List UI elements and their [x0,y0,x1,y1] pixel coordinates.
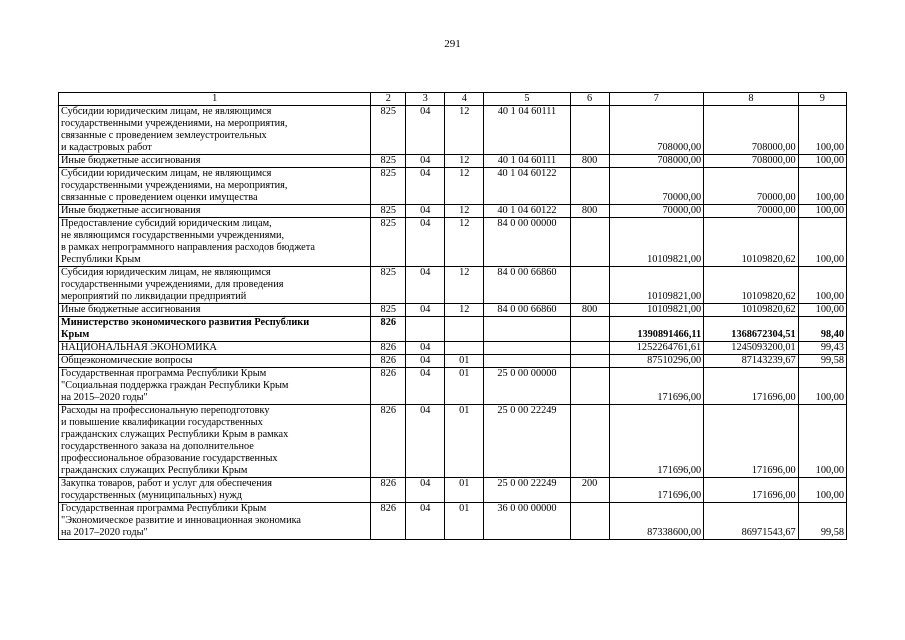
expense-type-cell [570,405,609,478]
admin-code-cell: 826 [371,342,406,355]
executed-amount-cell: 171696,00 [704,405,799,478]
expense-type-cell [570,168,609,205]
percent-cell: 100,00 [798,478,846,503]
executed-amount-cell: 708000,00 [704,106,799,155]
planned-amount-cell: 1252264761,61 [609,342,704,355]
table-row [59,267,847,304]
target-article-cell [484,355,570,368]
subsection-cell: 12 [445,218,484,267]
expense-type-cell [570,503,609,540]
column-header: 4 [445,93,484,106]
executed-amount-cell: 1245093200,01 [704,342,799,355]
table-row [59,168,847,205]
executed-amount-cell: 10109820,62 [704,218,799,267]
subsection-cell: 12 [445,267,484,304]
planned-amount-cell: 87338600,00 [609,503,704,540]
section-cell: 04 [406,304,445,317]
section-cell: 04 [406,368,445,405]
section-cell: 04 [406,478,445,503]
section-cell: 04 [406,205,445,218]
executed-amount-cell: 86971543,67 [704,503,799,540]
admin-code-cell: 825 [371,304,406,317]
subsection-cell [445,317,484,342]
executed-amount-cell: 10109820,62 [704,267,799,304]
executed-amount-cell: 87143239,67 [704,355,799,368]
table-row [59,405,847,478]
subsection-cell: 01 [445,478,484,503]
percent-cell: 100,00 [798,405,846,478]
target-article-cell: 40 1 04 60122 [484,168,570,205]
row-name-cell: Иные бюджетные ассигнования [59,205,371,218]
target-article-cell: 84 0 00 66860 [484,267,570,304]
planned-amount-cell: 171696,00 [609,368,704,405]
percent-cell: 98,40 [798,317,846,342]
executed-amount-cell: 10109820,62 [704,304,799,317]
column-header: 1 [59,93,371,106]
row-name-cell: Расходы на профессиональную переподготовку и повышение квалификации государственных гражданских служащих Республики Крым в рамках государственного заказа на дополнительное профессиональное образование государственных гражданских служащих Республики Крым [59,405,371,478]
admin-code-cell: 825 [371,168,406,205]
section-cell [406,317,445,342]
table-header-row [59,93,847,106]
percent-cell: 100,00 [798,106,846,155]
executed-amount-cell: 171696,00 [704,478,799,503]
subsection-cell: 01 [445,368,484,405]
table-row [59,368,847,405]
target-article-cell [484,317,570,342]
expense-type-cell [570,267,609,304]
column-header: 3 [406,93,445,106]
section-cell: 04 [406,168,445,205]
row-name-cell: Субсидии юридическим лицам, не являющимся государственными учреждениями, на мероприятия, связанные с проведением землеустроительных и кадастровых работ [59,106,371,155]
expense-type-cell [570,355,609,368]
column-header: 9 [798,93,846,106]
expense-type-cell: 800 [570,205,609,218]
section-cell: 04 [406,342,445,355]
percent-cell: 100,00 [798,267,846,304]
planned-amount-cell: 87510296,00 [609,355,704,368]
subsection-cell [445,342,484,355]
column-header: 6 [570,93,609,106]
column-header: 8 [704,93,799,106]
table-row [59,342,847,355]
executed-amount-cell: 1368672304,51 [704,317,799,342]
row-name-cell: Министерство экономического развития Республики Крым [59,317,371,342]
row-name-cell: Закупка товаров, работ и услуг для обеспечения государственных (муниципальных) нужд [59,478,371,503]
table-row [59,218,847,267]
planned-amount-cell: 10109821,00 [609,304,704,317]
target-article-cell [484,342,570,355]
section-cell: 04 [406,503,445,540]
subsection-cell: 12 [445,106,484,155]
target-article-cell: 25 0 00 22249 [484,405,570,478]
planned-amount-cell: 70000,00 [609,205,704,218]
planned-amount-cell: 70000,00 [609,168,704,205]
table-row [59,503,847,540]
percent-cell: 100,00 [798,368,846,405]
expense-type-cell [570,342,609,355]
subsection-cell: 12 [445,304,484,317]
admin-code-cell: 825 [371,155,406,168]
target-article-cell: 40 1 04 60111 [484,106,570,155]
expense-type-cell [570,218,609,267]
expense-type-cell: 200 [570,478,609,503]
row-name-cell: Предоставление субсидий юридическим лицам, не являющимся государственными учреждениями, в рамках непрограммного направления расходов бюджета Республики Крым [59,218,371,267]
percent-cell: 100,00 [798,218,846,267]
table-row [59,317,847,342]
planned-amount-cell: 10109821,00 [609,218,704,267]
expense-type-cell [570,317,609,342]
row-name-cell: Общеэкономические вопросы [59,355,371,368]
planned-amount-cell: 171696,00 [609,478,704,503]
section-cell: 04 [406,405,445,478]
admin-code-cell: 826 [371,503,406,540]
table-row [59,106,847,155]
row-name-cell: Субсидия юридическим лицам, не являющимся государственными учреждениями, для проведения мероприятий по ликвидации предприятий [59,267,371,304]
executed-amount-cell: 70000,00 [704,205,799,218]
admin-code-cell: 826 [371,355,406,368]
target-article-cell: 36 0 00 00000 [484,503,570,540]
row-name-cell: НАЦИОНАЛЬНАЯ ЭКОНОМИКА [59,342,371,355]
admin-code-cell: 825 [371,267,406,304]
target-article-cell: 40 1 04 60122 [484,205,570,218]
admin-code-cell: 825 [371,205,406,218]
percent-cell: 100,00 [798,168,846,205]
executed-amount-cell: 708000,00 [704,155,799,168]
planned-amount-cell: 10109821,00 [609,267,704,304]
target-article-cell: 84 0 00 66860 [484,304,570,317]
admin-code-cell: 825 [371,106,406,155]
percent-cell: 100,00 [798,304,846,317]
subsection-cell: 01 [445,503,484,540]
section-cell: 04 [406,267,445,304]
subsection-cell: 12 [445,168,484,205]
table-row [59,478,847,503]
row-name-cell: Иные бюджетные ассигнования [59,304,371,317]
section-cell: 04 [406,155,445,168]
admin-code-cell: 826 [371,317,406,342]
percent-cell: 99,58 [798,503,846,540]
percent-cell: 100,00 [798,155,846,168]
planned-amount-cell: 171696,00 [609,405,704,478]
table-row [59,155,847,168]
target-article-cell: 40 1 04 60111 [484,155,570,168]
percent-cell: 99,43 [798,342,846,355]
page-number: 291 [444,38,461,50]
column-header: 7 [609,93,704,106]
subsection-cell: 12 [445,205,484,218]
admin-code-cell: 826 [371,478,406,503]
row-name-cell: Государственная программа Республики Крым "Экономическое развитие и инновационная экономика на 2017–2020 годы" [59,503,371,540]
table-row [59,304,847,317]
target-article-cell: 25 0 00 22249 [484,478,570,503]
admin-code-cell: 825 [371,218,406,267]
column-header: 5 [484,93,570,106]
admin-code-cell: 826 [371,368,406,405]
section-cell: 04 [406,355,445,368]
column-header: 2 [371,93,406,106]
planned-amount-cell: 1390891466,11 [609,317,704,342]
target-article-cell: 84 0 00 00000 [484,218,570,267]
expense-type-cell: 800 [570,155,609,168]
section-cell: 04 [406,218,445,267]
admin-code-cell: 826 [371,405,406,478]
subsection-cell: 01 [445,355,484,368]
row-name-cell: Государственная программа Республики Крым "Социальная поддержка граждан Республики Крым на 2015–2020 годы" [59,368,371,405]
target-article-cell: 25 0 00 00000 [484,368,570,405]
row-name-cell: Иные бюджетные ассигнования [59,155,371,168]
planned-amount-cell: 708000,00 [609,155,704,168]
table-row [59,355,847,368]
expense-type-cell: 800 [570,304,609,317]
budget-table [58,92,847,540]
executed-amount-cell: 70000,00 [704,168,799,205]
executed-amount-cell: 171696,00 [704,368,799,405]
row-name-cell: Субсидии юридическим лицам, не являющимся государственными учреждениями, на мероприятия, связанные с проведением оценки имущества [59,168,371,205]
planned-amount-cell: 708000,00 [609,106,704,155]
subsection-cell: 01 [445,405,484,478]
subsection-cell: 12 [445,155,484,168]
section-cell: 04 [406,106,445,155]
expense-type-cell [570,368,609,405]
percent-cell: 99,58 [798,355,846,368]
expense-type-cell [570,106,609,155]
table-row [59,205,847,218]
percent-cell: 100,00 [798,205,846,218]
